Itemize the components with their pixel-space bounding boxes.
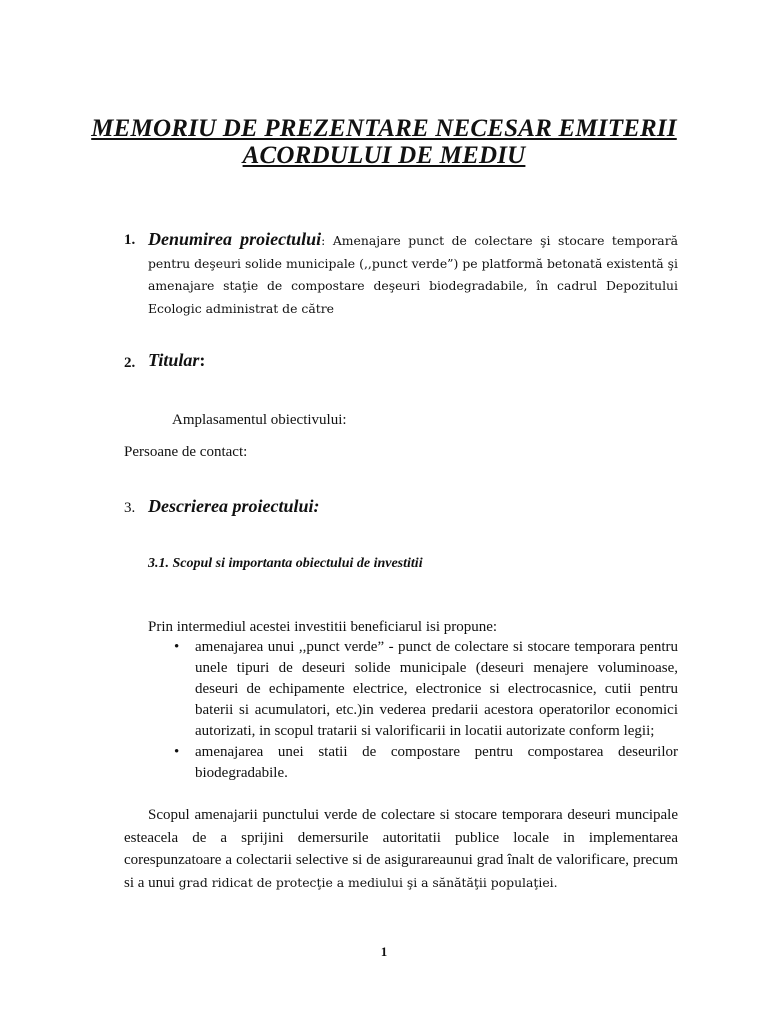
section-1-separator: : bbox=[321, 233, 333, 248]
bullet-icon: • bbox=[174, 744, 180, 760]
location-label: Amplasamentul obiectivului: bbox=[172, 412, 347, 428]
section-1-text: Amenajare punct de colectare şi stocare temporară pentru deşeuri solide municipale (,,punct verde”) pe platformă betonată existentă şi amenajare staţie de compostare deşeuri biodegradabile, în cadrul Depozitului Ecologic administrat de către bbox=[148, 233, 678, 316]
section-3-heading: Descrierea proiectului: bbox=[148, 496, 320, 516]
section-2-heading bbox=[148, 350, 205, 371]
document-title-line-1: MEMORIU DE PREZENTARE NECESAR EMITERII bbox=[91, 115, 677, 142]
section-1-heading: Denumirea proiectului bbox=[148, 229, 322, 249]
section-2-heading-colon: : bbox=[199, 350, 206, 370]
list-item bbox=[148, 637, 678, 742]
subsection-3-1-title: 3.1. Scopul si importanta obiectului de investitii bbox=[148, 556, 423, 571]
document-title-line-2: ACORDULUI DE MEDIU bbox=[242, 142, 526, 169]
purpose-paragraph-text: Scopul amenajarii punctului verde de colectare si stocare temporara deseuri muncipale esteacela de a sprijini demersurile autoritatii publice locale in implementarea corespunzatoare a colectarii selective si de asigurareaunui grad înalt de valorificare, precum si a unui bbox=[124, 807, 678, 891]
investment-goals-list bbox=[148, 637, 678, 784]
section-3-number: 3. bbox=[124, 500, 136, 516]
list-item bbox=[148, 742, 678, 784]
list-item-text: amenajarea unei statii de compostare pentru compostarea deseurilor biodegradabile. bbox=[195, 744, 678, 781]
purpose-paragraph bbox=[124, 804, 678, 894]
section-1-project-name bbox=[148, 228, 678, 320]
section-2-number: 2. bbox=[124, 355, 136, 371]
purpose-paragraph-tail: grad ridicat de protecţie a mediului şi a sănătăţii populaţiei. bbox=[178, 874, 558, 890]
list-item-text: amenajarea unui ,,punct verde” - punct de colectare si stocare temporara pentru unele tipuri de deseuri solide municipale (deseuri menajere voluminoase, deseuri de echipamente electrice, electronice si electrocasnice, cutii pentru baterii si acumulatori, etc.)in vederea predarii acestora operatorilor economici autorizati, in scopul tratarii si valorificarii in locatii autorizate conform legii; bbox=[195, 639, 678, 739]
page-number: 1 bbox=[380, 944, 388, 959]
investment-intro: Prin intermediul acestei investitii beneficiarul isi propune: bbox=[148, 619, 498, 635]
bullet-icon: • bbox=[174, 639, 180, 655]
section-1-number: 1. bbox=[124, 232, 136, 248]
section-2-heading-label: Titular bbox=[148, 350, 200, 370]
contacts-label: Persoane de contact: bbox=[124, 444, 248, 460]
